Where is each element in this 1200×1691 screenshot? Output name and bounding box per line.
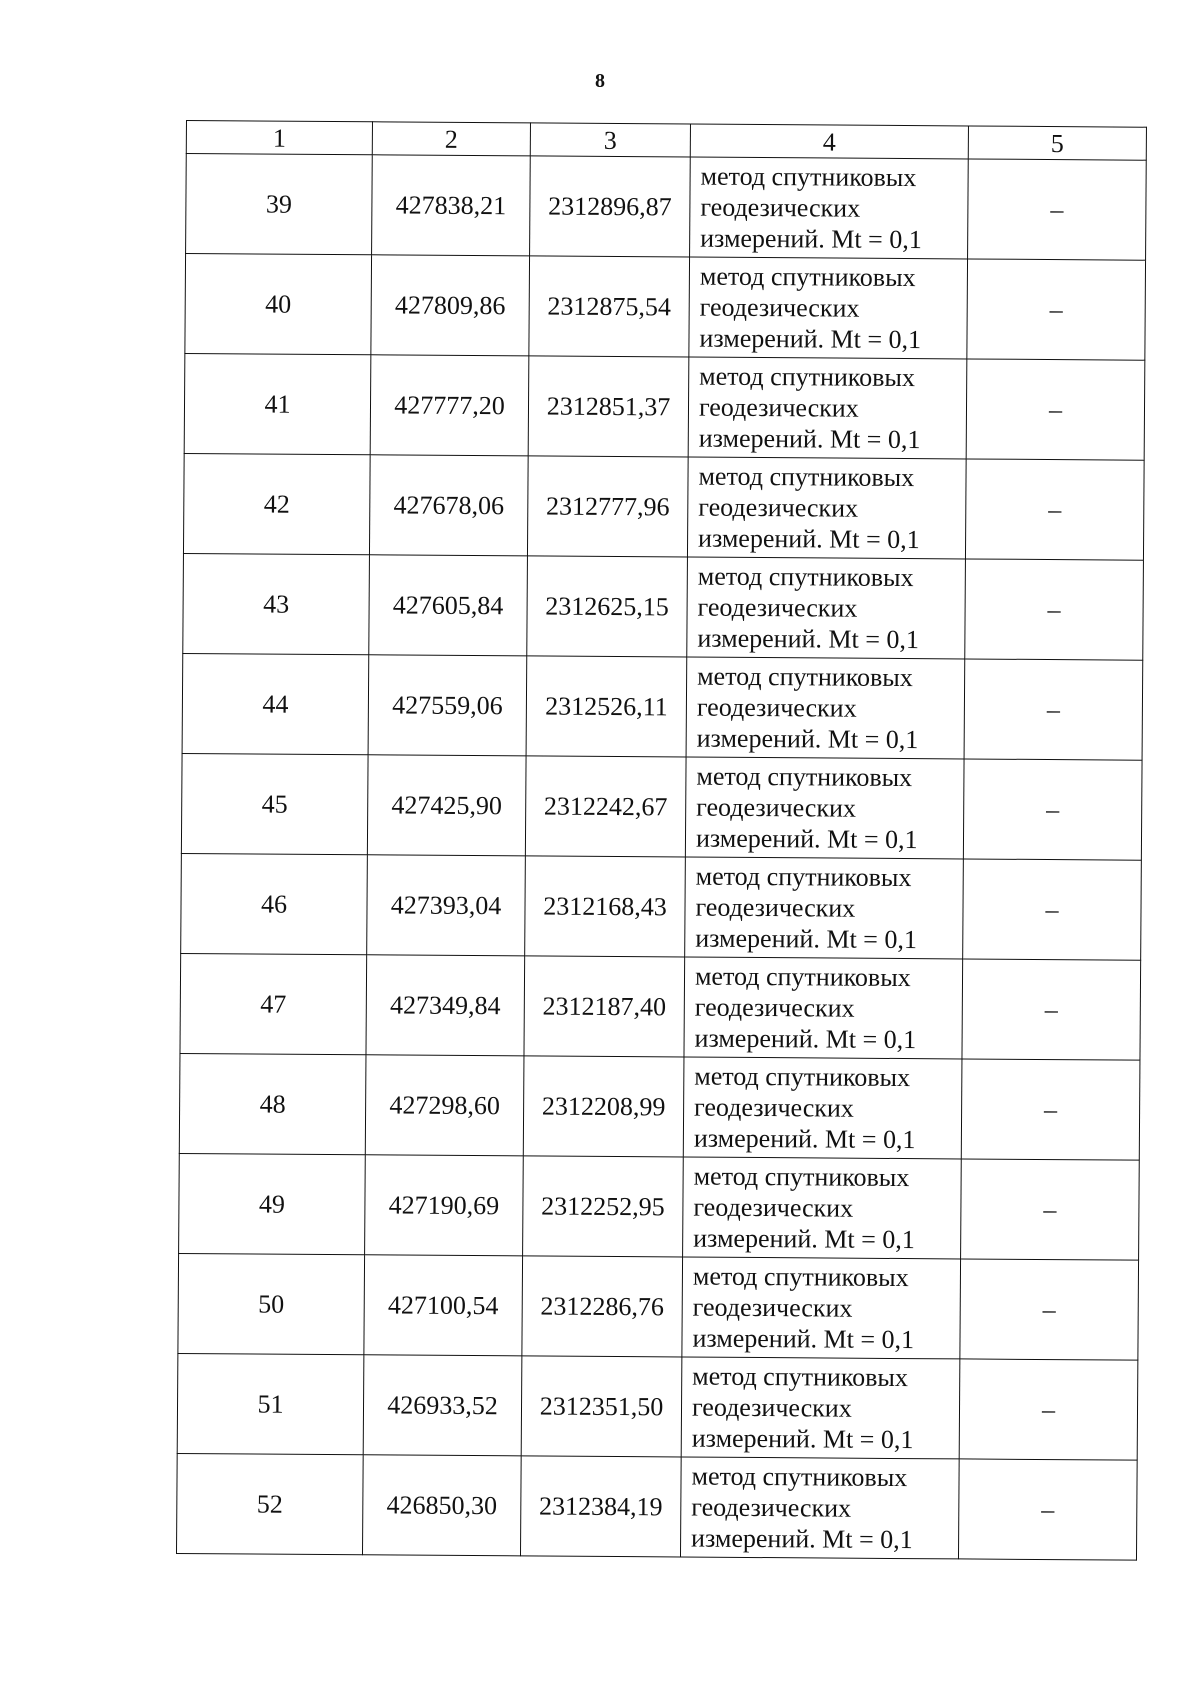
method-line: измерений. Mt = 0,1: [692, 1323, 915, 1355]
method-line: геодезических: [694, 992, 855, 1023]
x-coordinate-cell: 427190,69: [365, 1155, 524, 1256]
method-line: геодезических: [699, 292, 860, 323]
method-line: геодезических: [695, 892, 856, 923]
method-line: геодезических: [692, 1292, 853, 1323]
x-coordinate-cell: 427777,20: [370, 355, 529, 456]
y-coordinate-cell: 2312242,67: [525, 756, 686, 857]
note-cell: –: [958, 1459, 1137, 1560]
x-coordinate-cell: 426850,30: [362, 1455, 521, 1556]
method-line: геодезических: [698, 392, 859, 423]
y-coordinate-cell: 2312896,87: [530, 156, 691, 257]
table-row: [179, 1153, 1140, 1260]
method-line: геодезических: [691, 1492, 852, 1523]
header-col-5: 5: [968, 126, 1146, 160]
y-coordinate-cell: 2312187,40: [524, 956, 685, 1057]
method-line: измерений. Mt = 0,1: [698, 423, 921, 455]
y-coordinate-cell: 2312252,95: [523, 1156, 684, 1257]
header-col-2: 2: [372, 122, 530, 156]
x-coordinate-cell: 426933,52: [363, 1355, 522, 1456]
table-row: [180, 953, 1141, 1060]
method-cell: [686, 657, 965, 759]
method-line: метод спутниковых: [695, 861, 912, 893]
method-line: метод спутниковых: [694, 961, 911, 993]
table-row: [182, 653, 1143, 760]
method-line: измерений. Mt = 0,1: [694, 1023, 917, 1055]
method-line: измерений. Mt = 0,1: [691, 1423, 914, 1455]
y-coordinate-cell: 2312526,11: [526, 656, 687, 757]
method-line: геодезических: [694, 1092, 854, 1123]
method-line: метод спутниковых: [696, 761, 913, 793]
method-line: геодезических: [693, 1192, 854, 1223]
method-cell: [685, 757, 964, 859]
method-cell: [683, 1057, 962, 1159]
method-line: метод спутниковых: [694, 1061, 911, 1093]
method-line: метод спутниковых: [699, 261, 916, 293]
y-coordinate-cell: 2312384,19: [520, 1456, 681, 1557]
method-cell: [680, 1457, 959, 1559]
method-cell: [682, 1257, 961, 1359]
table-row: [186, 154, 1147, 261]
method-cell: [688, 357, 967, 459]
note-cell: –: [963, 859, 1142, 960]
point-number-cell: 52: [176, 1453, 363, 1554]
method-line: геодезических: [691, 1392, 852, 1423]
point-number-cell: 45: [181, 753, 368, 854]
note-cell: –: [962, 959, 1141, 1060]
method-cell: [681, 1357, 960, 1459]
y-coordinate-cell: 2312625,15: [527, 556, 688, 657]
table-row: [183, 453, 1144, 560]
header-col-4: 4: [690, 124, 968, 159]
coordinates-table: [176, 120, 1147, 1561]
point-number-cell: 43: [183, 553, 370, 654]
point-number-cell: 41: [184, 353, 371, 454]
table-row: [176, 1453, 1137, 1560]
header-col-3: 3: [530, 123, 690, 157]
table-body: [176, 154, 1146, 1561]
page-number: 8: [595, 70, 605, 92]
x-coordinate-cell: 427425,90: [367, 755, 526, 856]
point-number-cell: 51: [177, 1353, 364, 1454]
method-cell: [685, 857, 964, 959]
method-line: метод спутниковых: [699, 361, 916, 393]
point-number-cell: 39: [186, 154, 373, 255]
method-cell: [690, 157, 969, 259]
table-row: [184, 353, 1145, 460]
table-row: [183, 553, 1144, 660]
method-line: измерений. Mt = 0,1: [693, 1123, 916, 1155]
note-cell: –: [964, 659, 1143, 760]
x-coordinate-cell: 427605,84: [369, 555, 528, 656]
method-cell: [683, 1157, 962, 1259]
method-cell: [687, 457, 966, 559]
note-cell: –: [965, 559, 1144, 660]
note-cell: –: [968, 159, 1147, 260]
method-line: геодезических: [698, 492, 859, 523]
table-row: [185, 254, 1146, 361]
y-coordinate-cell: 2312351,50: [521, 1356, 682, 1457]
note-cell: –: [961, 1159, 1140, 1260]
method-line: метод спутниковых: [697, 561, 914, 593]
x-coordinate-cell: 427809,86: [371, 255, 530, 356]
table-row: [181, 753, 1142, 860]
x-coordinate-cell: 427349,84: [366, 955, 525, 1056]
table-row: [179, 1053, 1140, 1160]
method-line: метод спутниковых: [691, 1461, 908, 1493]
method-line: метод спутниковых: [697, 661, 913, 693]
x-coordinate-cell: 427678,06: [369, 455, 528, 556]
point-number-cell: 42: [183, 453, 370, 554]
note-cell: –: [960, 1259, 1139, 1360]
y-coordinate-cell: 2312851,37: [528, 356, 689, 457]
method-line: измерений. Mt = 0,1: [693, 1223, 915, 1255]
y-coordinate-cell: 2312208,99: [523, 1056, 684, 1157]
method-line: измерений. Mt = 0,1: [697, 523, 920, 555]
y-coordinate-cell: 2312875,54: [529, 256, 690, 357]
x-coordinate-cell: 427298,60: [365, 1055, 524, 1156]
note-cell: –: [966, 359, 1145, 460]
method-line: геодезических: [700, 192, 861, 223]
method-cell: [689, 257, 968, 359]
x-coordinate-cell: 427100,54: [364, 1255, 523, 1356]
note-cell: –: [965, 459, 1144, 560]
method-line: метод спутниковых: [692, 1361, 909, 1393]
method-line: измерений. Mt = 0,1: [699, 323, 922, 355]
method-line: метод спутниковых: [700, 161, 917, 193]
x-coordinate-cell: 427559,06: [368, 655, 527, 756]
note-cell: –: [967, 259, 1146, 360]
point-number-cell: 47: [180, 953, 367, 1054]
point-number-cell: 50: [178, 1253, 365, 1354]
y-coordinate-cell: 2312168,43: [525, 856, 686, 957]
method-line: метод спутниковых: [698, 461, 915, 493]
table-row: [177, 1353, 1138, 1460]
point-number-cell: 48: [179, 1053, 366, 1154]
method-line: измерений. Mt = 0,1: [695, 823, 918, 855]
x-coordinate-cell: 427393,04: [367, 855, 526, 956]
method-line: геодезических: [696, 692, 857, 723]
table-row: [181, 853, 1142, 960]
method-line: метод спутниковых: [692, 1261, 909, 1293]
method-cell: [687, 557, 966, 659]
point-number-cell: 40: [185, 254, 372, 355]
y-coordinate-cell: 2312777,96: [527, 456, 688, 557]
method-line: измерений. Mt = 0,1: [691, 1523, 913, 1555]
method-cell: [684, 957, 963, 1059]
y-coordinate-cell: 2312286,76: [522, 1256, 683, 1357]
note-cell: –: [963, 759, 1142, 860]
point-number-cell: 44: [182, 653, 369, 754]
method-line: измерений. Mt = 0,1: [700, 223, 922, 255]
point-number-cell: 49: [179, 1153, 366, 1254]
point-number-cell: 46: [181, 853, 368, 954]
note-cell: –: [961, 1059, 1140, 1160]
note-cell: –: [959, 1359, 1138, 1460]
method-line: измерений. Mt = 0,1: [696, 723, 919, 755]
header-col-1: 1: [186, 121, 372, 155]
method-line: измерений. Mt = 0,1: [695, 923, 918, 955]
table-row: [178, 1253, 1139, 1360]
x-coordinate-cell: 427838,21: [372, 155, 531, 256]
method-line: геодезических: [697, 592, 858, 623]
method-line: геодезических: [696, 792, 857, 823]
method-line: измерений. Mt = 0,1: [697, 623, 920, 655]
method-line: метод спутниковых: [693, 1161, 910, 1193]
